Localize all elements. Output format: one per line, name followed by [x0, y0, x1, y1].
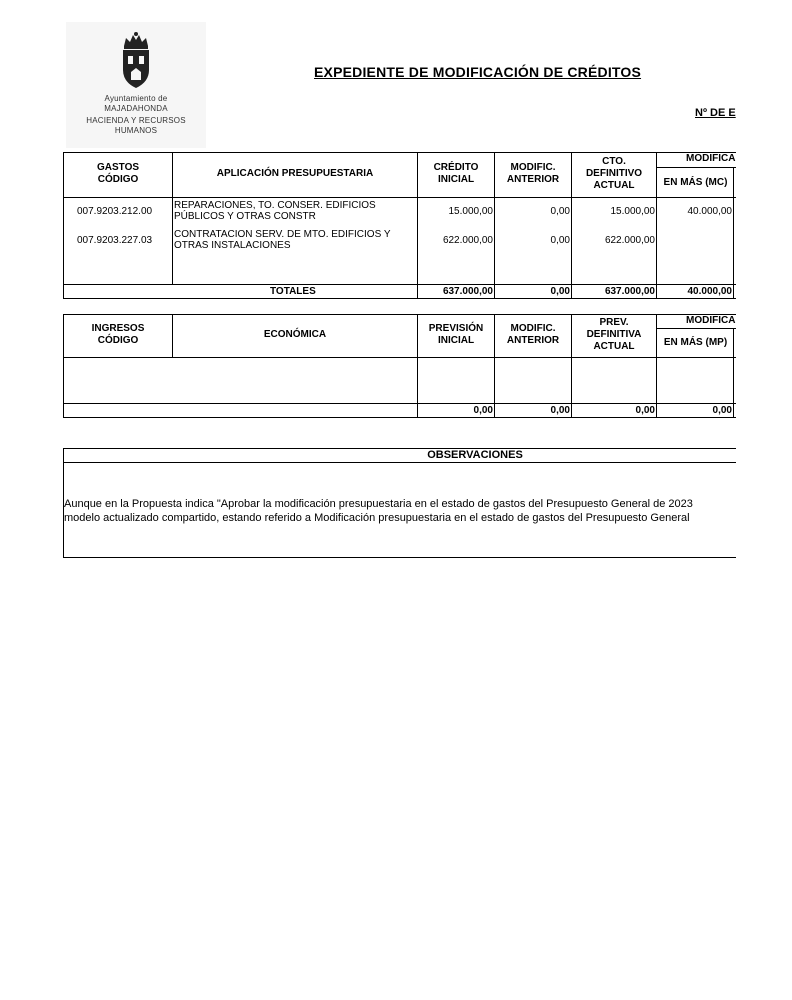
row-modific-anterior: 0,00	[550, 206, 570, 217]
row-en-mas: 40.000,00	[687, 206, 732, 217]
aplicacion-presupuestaria-header: APLICACIÓN PRESUPUESTARIA	[216, 168, 374, 179]
cto-definitivo-header: CTO. DEFINITIVO ACTUAL	[585, 156, 643, 191]
ingresos-modifica-group-header: MODIFICA	[686, 315, 736, 326]
row-cto-definitivo: 15.000,00	[610, 206, 655, 217]
total-cto-definitivo: 637.000,00	[604, 286, 655, 297]
en-mas-mp-header: EN MÁS (MP)	[663, 337, 728, 348]
observaciones-text-line2: modelo actualizado compartido, estando referido a Modificación presupuestaria en el estado de gastos del Presupuesto General	[64, 512, 690, 524]
row-credito-inicial: 15.000,00	[448, 206, 493, 217]
gastos-codigo-header: GASTOS CÓDIGO	[96, 162, 140, 185]
row-descripcion: CONTRATACION SERV. DE MTO. EDIFICIOS Y OTRAS INSTALACIONES	[174, 229, 391, 251]
credito-inicial-header: CRÉDITO INICIAL	[433, 162, 479, 185]
total-ingresos-en-mas: 0,00	[712, 405, 732, 416]
row-descripcion: REPARACIONES, TO. CONSER. EDIFICIOS PÚBLICOS Y OTRAS CONSTR	[174, 200, 376, 222]
total-credito-inicial: 637.000,00	[442, 286, 493, 297]
row-modific-anterior: 0,00	[550, 235, 570, 246]
total-prevision-inicial: 0,00	[473, 405, 493, 416]
modific-anterior-header: MODIFIC. ANTERIOR	[506, 162, 560, 185]
document-title: EXPEDIENTE DE MODIFICACIÓN DE CRÉDITOS	[314, 64, 642, 80]
row-codigo: 007.9203.212.00	[77, 206, 153, 217]
prevision-inicial-header: PREVISIÓN INICIAL	[428, 323, 484, 346]
total-ingresos-modific-anterior: 0,00	[550, 405, 570, 416]
total-prev-definitiva: 0,00	[635, 405, 655, 416]
row-cto-definitivo: 622.000,00	[604, 235, 655, 246]
observaciones-text-line1: Aunque en la Propuesta indica "Aprobar la modificación presupuestaria en el estado de gastos del Presupuesto General de 2023	[64, 498, 693, 510]
prev-definitiva-header: PREV. DEFINITIVA ACTUAL	[586, 317, 642, 352]
ingresos-modific-anterior-header: MODIFIC. ANTERIOR	[506, 323, 560, 346]
modifica-group-header: MODIFICA	[686, 153, 736, 164]
total-en-mas: 40.000,00	[687, 286, 732, 297]
en-mas-mc-header: EN MÁS (MC)	[663, 177, 728, 188]
logo-text-hacienda: HACIENDA Y RECURSOS	[86, 116, 186, 125]
ingresos-codigo-header: INGRESOS CÓDIGO	[91, 323, 145, 346]
economica-header: ECONÓMICA	[263, 329, 327, 340]
row-codigo: 007.9203.227.03	[77, 235, 153, 246]
logo-text-ayuntamiento: Ayuntamiento de	[104, 94, 168, 103]
total-modific-anterior: 0,00	[550, 286, 570, 297]
row-credito-inicial: 622.000,00	[442, 235, 493, 246]
observaciones-title: OBSERVACIONES	[427, 449, 523, 461]
expediente-number-label: Nº DE E	[695, 107, 736, 119]
logo-text-majadahonda: MAJADAHONDA	[104, 104, 168, 113]
logo-text-humanos: HUMANOS	[114, 126, 158, 135]
totales-label: TOTALES	[270, 286, 316, 297]
